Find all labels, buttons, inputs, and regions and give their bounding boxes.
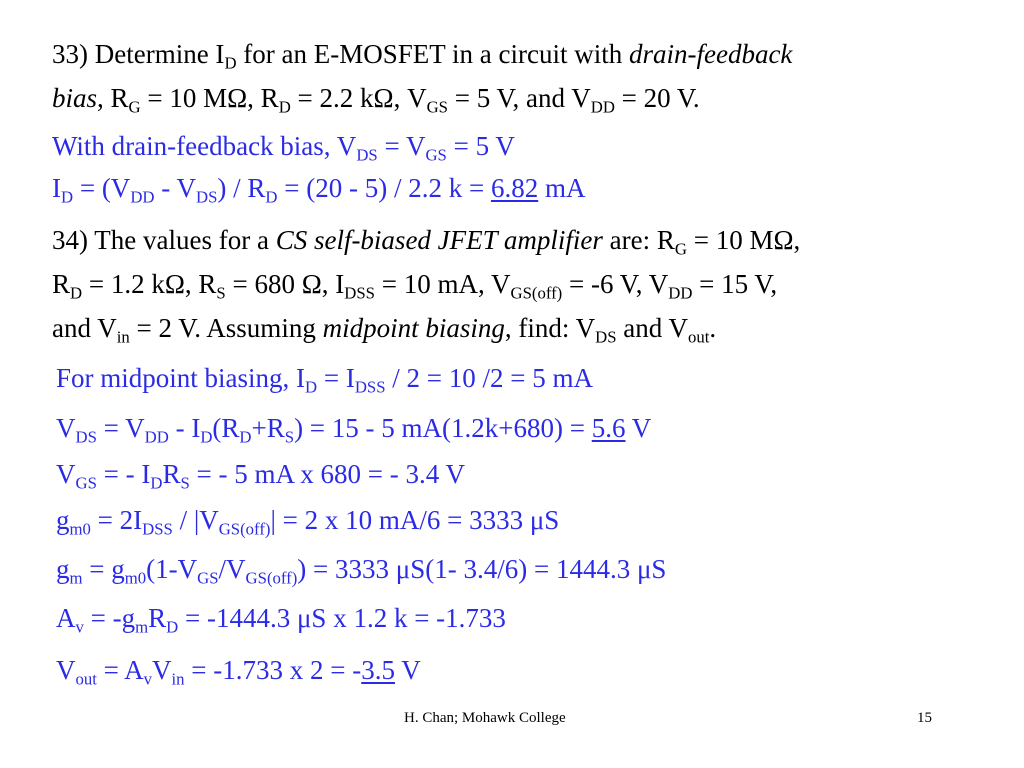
text: /V	[218, 554, 246, 584]
subscript: m	[69, 568, 83, 588]
subscript: DS	[75, 427, 97, 447]
subscript: S	[284, 427, 295, 447]
text: = 10 mA, V	[374, 269, 511, 299]
emphasis: midpoint biasing	[322, 313, 505, 343]
subscript: D	[70, 283, 83, 303]
a33-line-1	[52, 130, 515, 165]
q33-line-2	[52, 82, 700, 117]
text: = - 5 mA x 680 = - 3.4 V	[189, 459, 466, 489]
text: are: R	[602, 225, 675, 255]
q34-line-3	[52, 312, 717, 347]
text: mA	[538, 173, 586, 203]
text: , find: V	[504, 313, 596, 343]
text: I	[52, 173, 61, 203]
text: V	[56, 413, 76, 443]
text: and V	[52, 313, 117, 343]
subscript: S	[180, 473, 190, 493]
text: / |V	[172, 505, 219, 535]
text: = (20 - 5) / 2.2 k =	[277, 173, 491, 203]
text: , R	[97, 83, 129, 113]
page-number: 15	[917, 710, 932, 726]
text: - I	[168, 413, 201, 443]
text: for an E-MOSFET in a circuit with	[236, 39, 629, 69]
q34-line-2	[52, 268, 778, 303]
text: (1-V	[146, 554, 198, 584]
text: = -1444.3 μS x 1.2 k = -1.733	[178, 603, 506, 633]
text: g	[56, 554, 70, 584]
subscript: D	[278, 97, 291, 117]
subscript: G	[128, 97, 141, 117]
subscript: v	[75, 617, 84, 637]
subscript: DD	[590, 97, 615, 117]
text: .	[709, 313, 717, 343]
text: = 2 V. Assuming	[129, 313, 323, 343]
subscript: S	[216, 283, 226, 303]
subscript: D	[265, 187, 278, 207]
text: R	[52, 269, 71, 299]
subscript: D	[150, 473, 163, 493]
subscript: GS(off)	[245, 568, 298, 588]
text: V	[394, 655, 421, 685]
subscript: DSS	[354, 377, 386, 397]
answer-underlined: 5.6	[591, 413, 626, 443]
text: 33) Determine I	[52, 39, 225, 69]
text: = 5 V, and V	[447, 83, 591, 113]
a34-line-1	[56, 362, 593, 397]
subscript: DD	[144, 427, 169, 447]
text: = V	[96, 413, 145, 443]
subscript: DS	[196, 187, 218, 207]
subscript: DD	[130, 187, 155, 207]
text: = 5 V	[446, 131, 515, 161]
a34-line-6	[56, 602, 506, 637]
a34-line-4	[56, 504, 560, 539]
text: = 680 Ω, I	[225, 269, 345, 299]
text: - V	[154, 173, 196, 203]
text: = g	[82, 554, 125, 584]
a33-line-2	[52, 172, 586, 207]
subscript: m0	[69, 519, 91, 539]
text: V	[625, 413, 652, 443]
subscript: D	[224, 53, 237, 73]
text: = 2.2 kΩ, V	[290, 83, 427, 113]
text: / 2 = 10 /2 = 5 mA	[385, 363, 593, 393]
text: = 10 MΩ, R	[140, 83, 279, 113]
subscript: G	[674, 239, 687, 259]
text: = -g	[83, 603, 136, 633]
text: A	[56, 603, 76, 633]
answer-underlined: 3.5	[361, 655, 395, 685]
subscript: m0	[124, 568, 147, 588]
subscript: GS	[197, 568, 219, 588]
text: For midpoint biasing, I	[56, 363, 305, 393]
emphasis: drain-feedback	[628, 39, 793, 69]
text: V	[56, 655, 76, 685]
text: ) / R	[217, 173, 266, 203]
text: R	[162, 459, 181, 489]
text: = -6 V, V	[562, 269, 669, 299]
text: = I	[317, 363, 355, 393]
q33-line-1	[52, 38, 793, 73]
subscript: D	[61, 187, 74, 207]
text: V	[152, 655, 172, 685]
text: ) = 15 - 5 mA(1.2k+680) =	[294, 413, 592, 443]
subscript: DSS	[344, 283, 375, 303]
subscript: DS	[356, 145, 378, 165]
subscript: D	[166, 617, 179, 637]
a34-line-7	[56, 654, 421, 689]
text: R	[148, 603, 167, 633]
text: = A	[96, 655, 144, 685]
subscript: DD	[668, 283, 693, 303]
subscript: v	[143, 669, 153, 689]
subscript: out	[75, 669, 97, 689]
text: 34) The values for a	[52, 225, 276, 255]
text: and V	[616, 313, 689, 343]
subscript: D	[239, 427, 252, 447]
subscript: D	[200, 427, 213, 447]
answer-underlined: 6.82	[490, 173, 539, 203]
text: = 20 V.	[614, 83, 700, 113]
subscript: GS(off)	[510, 283, 563, 303]
text: = -1.733 x 2 = -	[184, 655, 362, 685]
a34-line-5	[56, 553, 667, 588]
a34-line-3	[56, 458, 466, 493]
subscript: GS	[75, 473, 97, 493]
text: = V	[377, 131, 426, 161]
text: = 15 V,	[692, 269, 778, 299]
text: With drain-feedback bias, V	[52, 131, 357, 161]
text: = 1.2 kΩ, R	[82, 269, 217, 299]
text: = (V	[73, 173, 131, 203]
text: ) = 3333 μS(1- 3.4/6) = 1444.3 μS	[297, 554, 667, 584]
text: = - I	[96, 459, 151, 489]
a34-line-2	[56, 412, 652, 447]
text: = 2I	[90, 505, 143, 535]
text: | = 2 x 10 mA/6 = 3333 μS	[270, 505, 560, 535]
subscript: out	[688, 327, 710, 347]
emphasis: CS self-biased JFET amplifier	[275, 225, 603, 255]
q34-line-1	[52, 224, 801, 259]
subscript: GS(off)	[218, 519, 271, 539]
text: (R	[212, 413, 240, 443]
footer-author: H. Chan; Mohawk College	[404, 710, 566, 726]
subscript: DSS	[142, 519, 173, 539]
subscript: m	[135, 617, 149, 637]
emphasis: bias	[52, 83, 98, 113]
subscript: GS	[426, 97, 448, 117]
text: V	[56, 459, 76, 489]
text: +R	[251, 413, 285, 443]
subscript: D	[305, 377, 318, 397]
text: g	[56, 505, 70, 535]
subscript: in	[171, 669, 185, 689]
subscript: in	[116, 327, 130, 347]
subscript: GS	[425, 145, 447, 165]
text: = 10 MΩ,	[687, 225, 801, 255]
subscript: DS	[595, 327, 617, 347]
